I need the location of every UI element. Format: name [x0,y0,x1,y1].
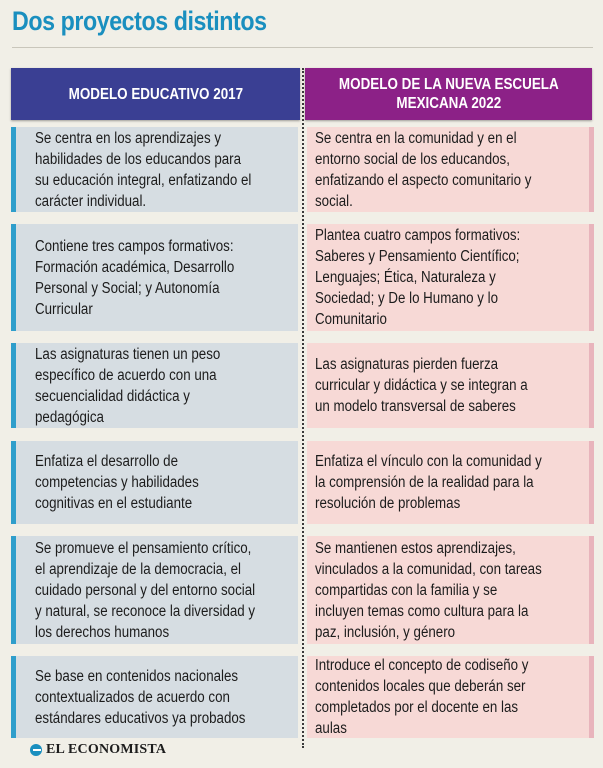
row-3-right-text: Las asignaturas pierden fuerza curricular y didáctica y se integran a un modelo transversal de saberes [315,356,528,415]
row-5-right-text: Se mantienen estos aprendizajes, vinculados a la comunidad, con tareas compartidas con la familia y se incluyen temas como cultura para la paz, inclusión, y género [315,539,542,641]
column-header-2022-label-line2: MEXICANA 2022 [396,95,501,112]
column-header-2017-label: MODELO EDUCATIVO 2017 [68,85,243,103]
column-header-2017 [11,68,300,120]
row-5-right-cell [307,536,594,644]
footer-logo-text: EL ECONOMISTA [46,742,167,757]
row-2-right-text: Plantea cuatro campos formativos: Saberes y Pensamiento Científico; Lenguajes; Ética, Naturaleza y Sociedad; y De lo Humano y lo Comunitario [315,227,521,328]
row-6-left-cell [11,656,298,738]
page-title: Dos proyectos distintos [12,6,267,36]
row-3-left-cell [11,343,298,428]
row-6-right-text: Introduce el concepto de codiseño y contenidos locales que deberán ser completados por el docente en las aulas [315,657,529,737]
row-1-right-cell [307,127,594,212]
row-4-left-text: Enfatiza el desarrollo de competencias y habilidades cognitivas en el estudiante [35,453,199,512]
column-header-2022-label-line1: MODELO DE LA NUEVA ESCUELA [338,76,559,93]
row-1-left-cell [11,127,298,212]
economista-logo-icon [30,744,42,756]
row-4-right-text: Enfatiza el vínculo con la comunidad y la comprensión de la realidad para la resolución de problemas [315,453,542,512]
row-5-left-cell [11,536,298,644]
row-2-left-text: Contiene tres campos formativos: Formación académica, Desarrollo Personal y Social; y Autonomía Curricular [35,237,235,318]
title-divider [12,47,593,48]
row-6-left-text: Se base en contenidos nacionales contextualizados de acuerdo con estándares educativos ya probados [35,667,246,727]
row-3-right-cell [307,343,594,428]
row-1-right-text: Se centra en la comunidad y en el entorno social de los educandos, enfatizando el aspecto comunitario y social. [315,129,532,210]
column-divider [302,68,304,748]
row-1-left-text: Se centra en los aprendizajes y habilidades de los educandos para su educación integral, enfatizando el carácter individual. [35,129,252,210]
row-2-right-cell [307,224,594,331]
row-6-right-cell [307,656,594,738]
row-4-right-cell [307,441,594,524]
row-4-left-cell [11,441,298,524]
footer-logo [30,742,166,758]
row-2-left-cell [11,224,298,331]
row-5-left-text: Se promueve el pensamiento crítico, el aprendizaje de la democracia, el cuidado personal y del entorno social y natural, se reconoce la diversidad y los derechos humanos [35,539,256,641]
column-header-2022 [305,68,592,120]
row-3-left-text: Las asignaturas tienen un peso específico de acuerdo con una secuencialidad didáctica y pedagógica [35,345,221,426]
